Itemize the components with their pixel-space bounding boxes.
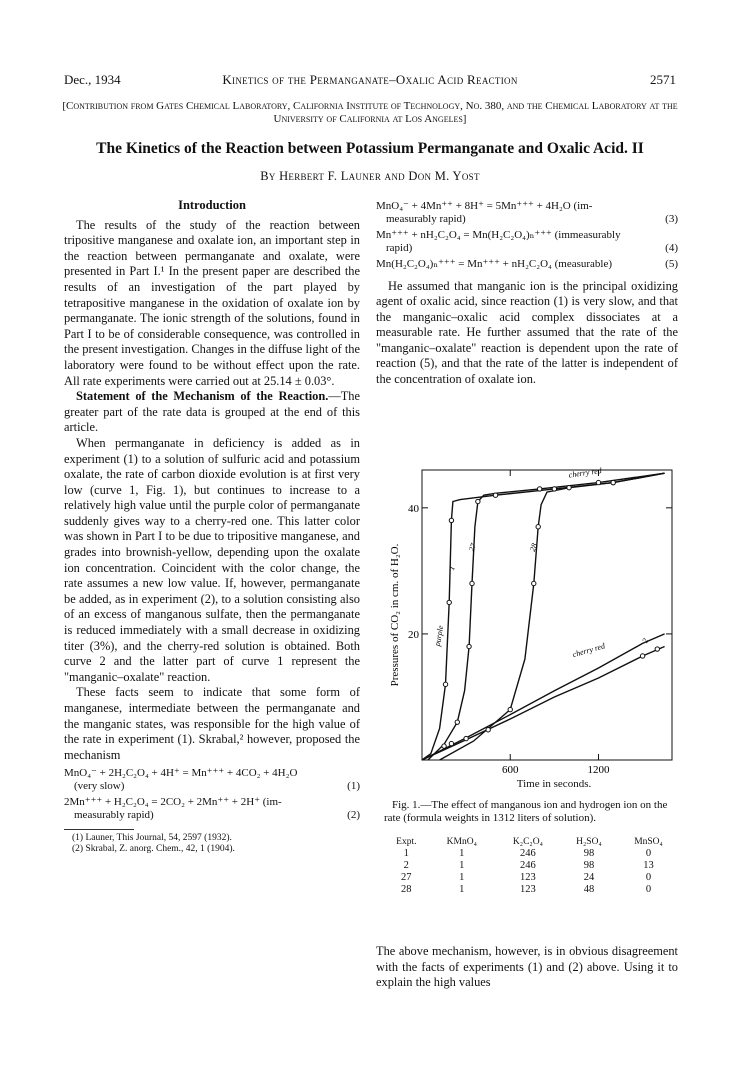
footnote-1: (1) Launer, This Journal, 54, 2597 (1932).	[72, 833, 232, 844]
data-point	[611, 480, 615, 484]
x-axis-label: Time in seconds.	[516, 778, 592, 790]
data-point	[476, 499, 480, 503]
y-axis-label: Pressures of CO₂ in cm. of H₂O.	[389, 543, 401, 687]
equation-1-text: MnO₄⁻ + 2H₂C₂O₄ + 4H⁺ = Mn⁺⁺⁺ + 4CO₂ + 4H₂O	[64, 767, 298, 780]
table-cell: 246	[520, 860, 536, 871]
series-label: 2	[640, 637, 651, 645]
right-paragraph-2: The above mechanism, however, is in obvious disagreement with the facts of experiments (1) and (2) above. Using it to explain the high values	[376, 944, 678, 990]
chart-annotation: purple	[432, 624, 446, 647]
intro-heading: Introduction	[178, 198, 246, 212]
table-cell: 1	[459, 884, 465, 895]
table-header-row	[384, 836, 680, 848]
equation-2-note: measurably rapid)	[74, 808, 154, 821]
table-header: MnSO₄	[634, 837, 663, 847]
table-row	[384, 860, 680, 872]
y-tick-label: 20	[408, 628, 419, 641]
table-cell: 0	[645, 872, 652, 883]
chart-annotation: cherry red	[568, 466, 603, 480]
x-tick-label: 1200	[587, 764, 610, 776]
equation-1-note: (very slow)	[74, 779, 125, 792]
table-cell: 28	[401, 884, 412, 895]
table-cell: 1	[459, 872, 465, 883]
running-header	[64, 72, 676, 92]
table-header: H₂SO₄	[576, 837, 602, 847]
equation-4	[376, 229, 678, 254]
data-point	[536, 525, 540, 529]
table-cell: 0	[645, 848, 652, 859]
mechanism-heading: Statement of the Mechanism of the Reaction.	[76, 389, 329, 404]
table-cell: 0	[645, 884, 652, 895]
data-point	[640, 654, 644, 658]
equation-3-text: MnO₄⁻ + 4Mn⁺⁺ + 8H⁺ = 5Mn⁺⁺⁺ + 4H₂O (im-	[376, 200, 593, 212]
series-line-2	[422, 647, 665, 761]
article-title: The Kinetics of the Reaction between Potassium Permanganate and Oxalic Acid. II	[96, 140, 644, 157]
plot-frame	[422, 470, 672, 760]
left-column	[64, 196, 360, 855]
data-point	[655, 647, 659, 651]
data-point	[596, 480, 600, 484]
series-label: 1	[447, 564, 457, 572]
data-point	[493, 493, 497, 497]
x-tick-label: 600	[501, 764, 519, 776]
mechanism-paragraph-1	[64, 389, 360, 436]
footnote-2: (2) Skrabal, Z. anorg. Chem., 42, 1 (1904).	[72, 844, 235, 855]
equation-1-number: (1)	[347, 779, 360, 792]
mechanism-paragraph-1-text: —The greater part of the rate data is grouped at the end of this article.	[64, 389, 360, 435]
data-point	[449, 518, 453, 522]
experiment-table	[384, 836, 680, 896]
figure-1-caption: Fig. 1.—The effect of manganous ion and hydrogen ion on the rate (formula weights in 1312 liters of solution).	[384, 799, 668, 824]
table-row	[384, 872, 680, 884]
data-point	[537, 487, 541, 491]
table-cell: 123	[520, 872, 536, 883]
mechanism-paragraph-3: These facts seem to indicate that some form of manganese, intermediate between the permanganate and the manganic states, was responsible for the high value of the rate in experiment (1). Skrabal,² however, proposed the mechanism	[64, 685, 360, 762]
data-point	[449, 741, 453, 745]
header-date: Dec., 1934	[64, 72, 121, 87]
right-paragraph-1: He assumed that manganic ion is the principal oxidizing agent of oxalic acid, since reaction (1) is very slow, and that the manganic–oxalic acid complex dissociates at a measurable rate. He further assumed that the rate of the "manganic–oxalate" reaction is dependent upon the rate of reaction (5), and that the rate of the latter is independent of the concentration of oxalate ion.	[376, 278, 678, 387]
data-point	[567, 485, 571, 489]
equation-4-number: (4)	[665, 241, 678, 254]
table-cell: 1	[459, 848, 465, 859]
table-cell: 2	[403, 860, 409, 871]
data-point	[447, 600, 451, 604]
right-column	[376, 196, 678, 388]
data-point	[552, 487, 556, 491]
mechanism-paragraph-2: When permanganate in deficiency is added as in experiment (1) to a solution of sulfuric acid and potassium oxalate, the rate of carbon dioxide evolution is at first very low (curve 1, Fig. 1), but continues to increase to a relatively high value until the purple color of permanganate suddenly gives way to a cherry-red one. This latter color was shown in Part I to be due to tripositive manganese, and grades into brownish-yellow, depending upon the oxalate ion concentration. Coincident with the color change, the rate assumes a new low value. If, however, permanganate be added, as in experiment (2), to a solution consisting also of an excess of manganous sulfate, then the permanganate is reduced immediately with a small decrease in oxidizing titer (3%), and the cherry-red solution is obtained. Both curve 2 and the latter part of curve 1 represent the "manganic–oxalate" reaction.	[64, 435, 360, 684]
data-point	[532, 581, 536, 585]
equation-3-number: (3)	[665, 212, 678, 225]
table-row	[384, 848, 680, 860]
equation-2-number: (2)	[347, 808, 360, 821]
header-running-title: Kinetics of the Permanganate–Oxalic Acid Reaction	[222, 72, 518, 87]
equation-5	[376, 258, 678, 271]
article-authors: By Herbert F. Launer and Don M. Yost	[260, 169, 480, 183]
table-cell: 24	[583, 872, 595, 883]
table-row	[384, 884, 680, 896]
series-line-28	[440, 473, 665, 760]
figure-1-caption-block	[384, 778, 684, 825]
equation-1	[64, 767, 360, 792]
table-header: K₂C₂O₄	[512, 837, 543, 847]
table-cell: 246	[520, 848, 536, 859]
y-tick-label: 40	[408, 502, 419, 515]
footnote-rule	[64, 829, 134, 830]
table-cell: 27	[401, 872, 412, 883]
data-point	[442, 744, 446, 748]
figure-1-chart	[384, 458, 680, 778]
table-cell: 1	[403, 848, 409, 859]
equation-4-text: Mn⁺⁺⁺ + nH₂C₂O₄ = Mn(H₂C₂O₄)ₙ⁺⁺⁺ (immeasurably	[376, 229, 621, 241]
data-point	[486, 728, 490, 732]
data-point	[464, 736, 468, 740]
data-point	[455, 720, 459, 724]
equation-5-text: Mn(H₂C₂O₄)ₙ⁺⁺⁺ = Mn⁺⁺⁺ + nH₂C₂O₄ (measurable)	[376, 258, 613, 270]
series-label: 27	[466, 542, 479, 553]
data-point	[467, 644, 471, 648]
table-header: Expt.	[396, 837, 417, 847]
equation-4-note: rapid)	[386, 241, 413, 254]
page-number: 2571	[650, 72, 676, 87]
table-cell: 123	[520, 884, 536, 895]
table-cell: 1	[459, 860, 465, 871]
table-cell: 48	[583, 884, 595, 895]
chart-annotation: cherry red	[571, 641, 606, 660]
equation-5-number: (5)	[665, 258, 678, 270]
equation-2-text: 2Mn⁺⁺⁺ + H₂C₂O₄ = 2CO₂ + 2Mn⁺⁺ + 2H⁺ (im-	[64, 796, 282, 809]
table-header: KMnO₄	[446, 837, 477, 847]
table-cell: 98	[583, 860, 595, 871]
table-cell: 13	[643, 860, 654, 871]
data-point	[443, 682, 447, 686]
equation-3-note: measurably rapid)	[386, 212, 466, 225]
data-point	[508, 707, 512, 711]
equation-2	[64, 796, 360, 821]
table-cell: 98	[583, 848, 595, 859]
data-point	[470, 581, 474, 585]
equation-3	[376, 200, 678, 225]
intro-paragraph: The results of the study of the reaction between tripositive manganese and oxalate ion, an important step in the reaction between permanganate and oxalate, were presented in Part I.¹ In the present paper are described the results of an investigation of the part played by tetrapositive manganese in the oxidation of oxalate ion by permanganate. The ionic strength of the solutions, found in Part I to be of considerable consequence, was controlled in the present investigation. Changes in the diffuse light of the laboratory were found to be without effect upon the rate. All rate experiments were carried out at 25.14 ± 0.03°.	[64, 217, 360, 388]
series-line-unlabeled	[422, 634, 665, 760]
contribution-note: [Contribution from Gates Chemical Laboratory, California Institute of Technology, No. 380, and the Chemical Laboratory at the University of California at Los Angeles]	[62, 100, 678, 125]
series-label: 28	[527, 542, 540, 553]
series-line-27	[428, 473, 665, 760]
